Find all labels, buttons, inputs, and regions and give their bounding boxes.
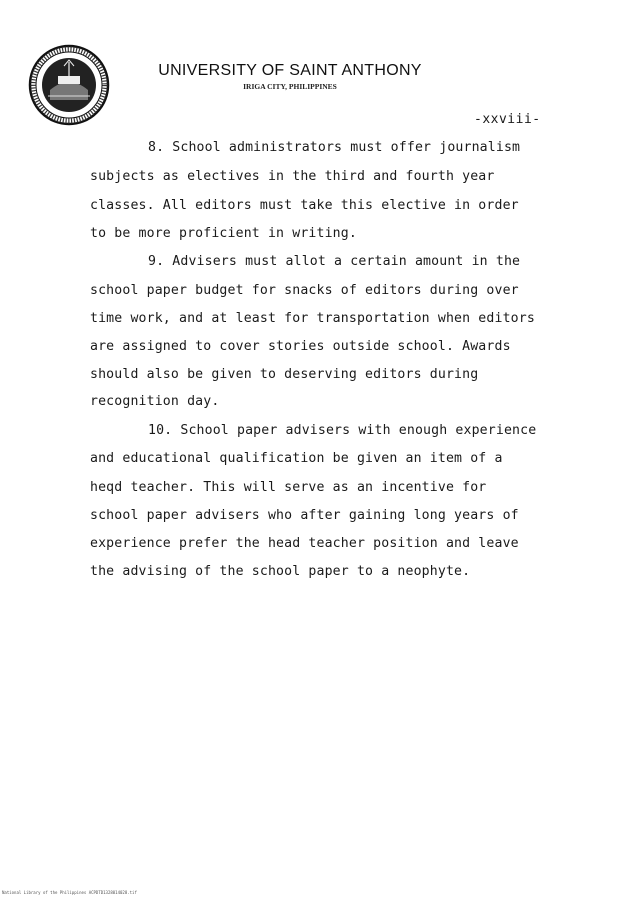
body-line: subjects as electives in the third and fourth year <box>90 169 495 184</box>
body-line: should also be given to deserving editors during <box>90 367 479 382</box>
body-line: 9. Advisers must allot a certain amount in the <box>148 254 521 269</box>
body-line: recognition day. <box>90 394 220 409</box>
body-line: 8. School administrators must offer journalism <box>148 140 521 155</box>
body-line: and educational qualification be given an item of a <box>90 451 503 466</box>
body-line: experience prefer the head teacher position and leave <box>90 536 519 551</box>
scan-footer-note: National Library of the Philippines ACPDTD1328014028.tif <box>2 890 137 895</box>
body-line: are assigned to cover stories outside school. Awards <box>90 339 511 354</box>
body-line: school paper advisers who after gaining long years of <box>90 508 519 523</box>
university-seal-icon <box>28 44 110 126</box>
university-city: IRIGA CITY, PHILIPPINES <box>243 82 337 91</box>
university-name: UNIVERSITY OF SAINT ANTHONY <box>158 62 422 79</box>
page-number: -xxviii- <box>474 112 541 127</box>
body-line: classes. All editors must take this elective in order <box>90 198 519 213</box>
body-line: heqd teacher. This will serve as an incentive for <box>90 480 487 495</box>
body-line: to be more proficient in writing. <box>90 226 357 241</box>
letterhead <box>140 62 440 91</box>
body-line: the advising of the school paper to a neophyte. <box>90 564 471 579</box>
body-line: time work, and at least for transportation when editors <box>90 311 535 326</box>
body-line: school paper budget for snacks of editors during over <box>90 283 519 298</box>
body-line: 10. School paper advisers with enough experience <box>148 423 537 438</box>
